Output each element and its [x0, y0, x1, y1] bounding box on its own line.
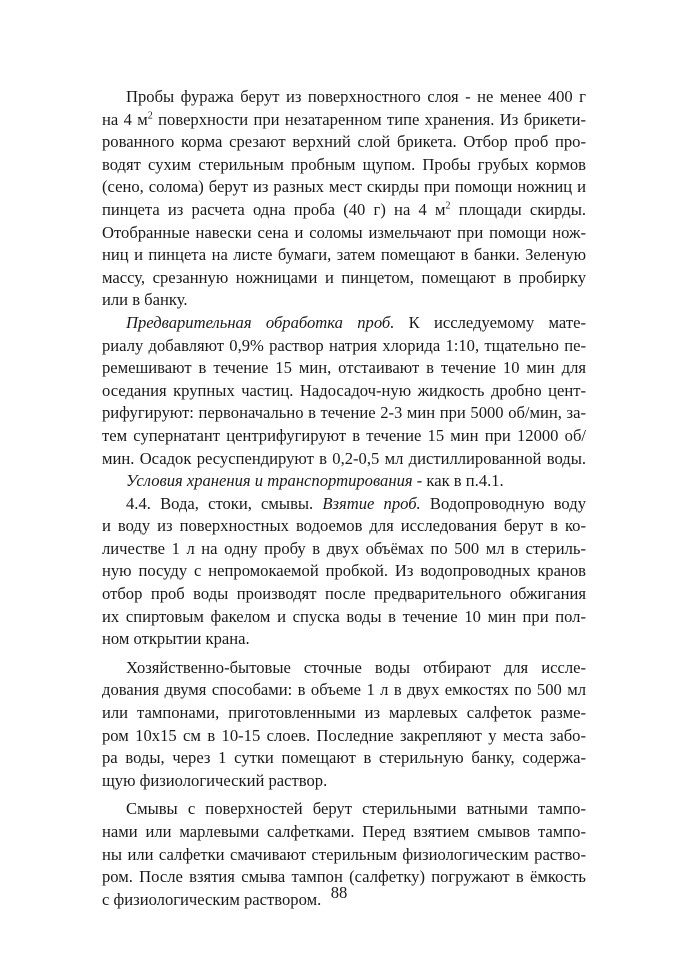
text-line: Отобранные навески сена и соломы измельчают при помощи нож-: [102, 222, 586, 242]
text-line: ном открытии крана.: [102, 629, 250, 649]
text-line: или тампонами, приготовленными из марлевых салфеток разме-: [102, 703, 586, 723]
text-line: Предварительная обработка проб. К исследуемому мате-: [126, 312, 586, 332]
paragraph-wastewater: [102, 657, 586, 793]
superscript: 2: [147, 110, 153, 122]
text-line: ром 10х15 см в 10-15 слоев. Последние закрепляют у места забо-: [102, 725, 586, 745]
text-line: рованного корма срезают верхний слой брикета. Отбор проб про-: [102, 132, 586, 152]
text-line: или в банку.: [102, 290, 188, 310]
italic-heading: Предварительная обработка проб.: [126, 312, 395, 332]
text-line: щую физиологический раствор.: [102, 770, 328, 790]
paragraph-storage: [102, 470, 586, 493]
text-line: отбор проб воды производят после предварительного обжигания: [102, 584, 586, 604]
text-line: и воду из поверхностных водоемов для исследования берут в ко-: [102, 516, 586, 536]
text-line: водят сухим стерильным пробным щупом. Пробы грубых кормов: [102, 154, 586, 174]
italic-heading: Взятие проб.: [322, 493, 421, 513]
text-line: нами или марлевыми салфетками. Перед взятием смывов тампо-: [102, 822, 586, 841]
paragraph-preprocessing: [102, 312, 586, 470]
text-line: ром. После взятия смыва тампон (салфетку) погружают в ёмкость: [102, 867, 586, 887]
text-line: Условия хранения и транспортирования - как в п.4.1.: [126, 471, 504, 491]
text-line: Пробы фуража берут из поверхностного слоя - не менее 400 г: [126, 87, 586, 106]
text-line: оседания крупных частиц. Надосадоч-ную жидкость дробно цент-: [102, 380, 586, 400]
text-line: пинцета из расчета одна проба (40 г) на 4 $м^2$ площади скирды.: [102, 199, 586, 219]
text-line: (сено, солома) берут из разных мест скирды при помощи ножниц и: [102, 177, 586, 197]
text-line: риалу добавляют 0,9% раствор натрия хлорида 1:10, тщательно пе-: [102, 335, 586, 355]
text-line: Хозяйственно-бытовые сточные воды отбирают для иссле-: [126, 657, 586, 677]
text-line: на 4 $м^2$ поверхности при незатаренном типе хранения. Из брикети-: [102, 109, 586, 129]
text-line: массу, срезанную ножницами и пинцетом, помещают в пробирку: [102, 267, 586, 287]
text-line: тем супернатант центрифугируют в течение 15 мин при 12000 об/: [102, 425, 586, 445]
text-line: ную посуду с непромокаемой пробкой. Из водопроводных кранов: [102, 561, 586, 581]
text-line: Смывы с поверхностей берут стерильными ватными тампо-: [126, 799, 586, 819]
text-line: 4.4. Вода, стоки, смывы. Взятие проб. Водопроводную воду: [126, 493, 586, 513]
text-line: личестве 1 л на одну пробу в двух объёмах по 500 мл в стериль-: [102, 538, 586, 558]
text-line: ремешивают в течение 15 мин, отстаивают в течение 10 мин для: [102, 358, 586, 378]
text-line: ниц и пинцета на листе бумаги, затем помещают в банки. Зеленую: [102, 245, 586, 265]
paragraph-forage-sampling: [102, 86, 586, 312]
page-number: 88: [330, 883, 348, 902]
text-line: рифугируют: первоначально в течение 2-3 мин при 5000 об/мин, за-: [102, 403, 586, 423]
text-line: мин. Осадок ресуспендируют в 0,2-0,5 мл дистиллированной воды.: [102, 448, 586, 468]
paragraph-water-sampling: [102, 493, 586, 651]
italic-heading: Условия хранения и транспортирования: [126, 471, 413, 491]
body-text: [102, 86, 586, 911]
superscript: 2: [445, 200, 451, 212]
text-line: с физиологическим раствором.: [102, 889, 322, 909]
text-line: ны или салфетки смачивают стерильным физиологическим раство-: [102, 844, 586, 864]
text-line: ра воды, через 1 сутки помещают в стерильную банку, содержа-: [102, 748, 586, 768]
text-line: их спиртовым факелом и спуска воды в течение 10 мин при пол-: [102, 606, 586, 626]
text-line: дования двумя способами: в объеме 1 л в двух емкостях по 500 мл: [102, 680, 586, 700]
